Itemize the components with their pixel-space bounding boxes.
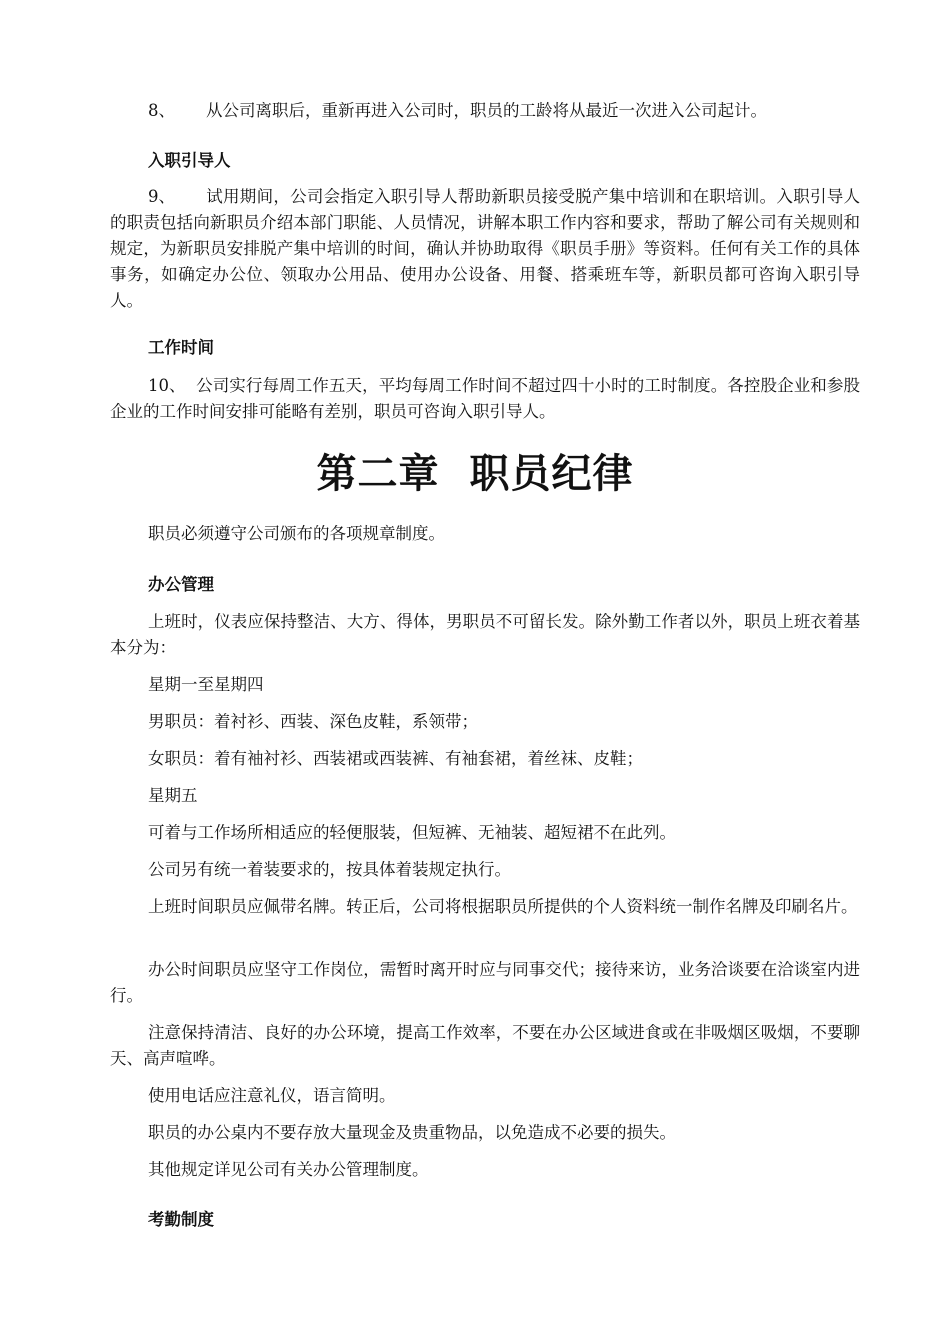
chapter-intro: 职员必须遵守公司颁布的各项规章制度。: [148, 524, 445, 543]
paragraph-text: 试用期间，公司会指定入职引导人帮助新职员接受脱产集中培训和在职培训。入职引导人的职责包括向新职员介绍本部门职能、人员情况，讲解本职工作内容和要求，帮助了解公司有关规则和规定，为新职员安排脱产集中培训的时间，确认并协助取得《职员手册》等资料。任何有关工作的具体事务，如确定办公位、领取办公用品、使用办公设备、用餐、搭乘班车等，新职员都可咨询入职引导人。: [110, 187, 860, 310]
section-heading-mentor: 入职引导人: [148, 151, 231, 170]
paragraph-number: 8、: [148, 101, 175, 120]
office-paragraph: 使用电话应注意礼仪，语言简明。: [148, 1086, 396, 1105]
paragraph-9: [110, 184, 860, 314]
chapter-title: [0, 448, 950, 500]
office-paragraph: 可着与工作场所相适应的轻便服装，但短裤、无袖装、超短裙不在此列。: [148, 823, 676, 842]
chapter-name: 职员纪律: [469, 450, 634, 497]
office-paragraph: 其他规定详见公司有关办公管理制度。: [148, 1160, 429, 1179]
office-paragraph: 女职员：着有袖衬衫、西装裙或西装裤、有袖套裙，着丝袜、皮鞋；: [148, 749, 643, 768]
office-paragraph: 男职员：着衬衫、西装、深色皮鞋，系领带；: [148, 712, 478, 731]
paragraph-number: 9、: [148, 187, 175, 206]
office-paragraph: 星期五: [148, 786, 198, 805]
office-paragraph: 上班时间职员应佩带名牌。转正后，公司将根据职员所提供的个人资料统一制作名牌及印刷名片。: [148, 897, 858, 916]
section-heading-worktime: 工作时间: [148, 338, 214, 357]
office-paragraph: 公司另有统一着装要求的，按具体着装规定执行。: [148, 860, 511, 879]
office-paragraph: 办公时间职员应坚守工作岗位，需暂时离开时应与同事交代；接待来访，业务洽谈要在洽谈室内进行。: [110, 960, 860, 1005]
office-paragraph: 星期一至星期四: [148, 675, 264, 694]
paragraph-8: [110, 98, 860, 124]
office-paragraph: 注意保持清洁、良好的办公环境，提高工作效率，不要在办公区域进食或在非吸烟区吸烟，不要聊天、高声喧哗。: [110, 1023, 860, 1068]
paragraph-text: 从公司离职后，重新再进入公司时，职员的工龄将从最近一次进入公司起计。: [206, 101, 767, 120]
paragraph-number: 10、: [148, 376, 186, 395]
section-heading-attendance: 考勤制度: [148, 1210, 214, 1229]
chapter-label: 第二章: [316, 450, 440, 497]
section-heading-office: 办公管理: [148, 575, 214, 594]
office-paragraph: 职员的办公桌内不要存放大量现金及贵重物品，以免造成不必要的损失。: [148, 1123, 676, 1142]
paragraph-text: 公司实行每周工作五天，平均每周工作时间不超过四十小时的工时制度。各控股企业和参股企业的工作时间安排可能略有差别，职员可咨询入职引导人。: [110, 376, 860, 421]
office-paragraph: 上班时，仪表应保持整洁、大方、得体，男职员不可留长发。除外勤工作者以外，职员上班衣着基本分为：: [110, 612, 860, 657]
paragraph-10: [110, 373, 860, 425]
